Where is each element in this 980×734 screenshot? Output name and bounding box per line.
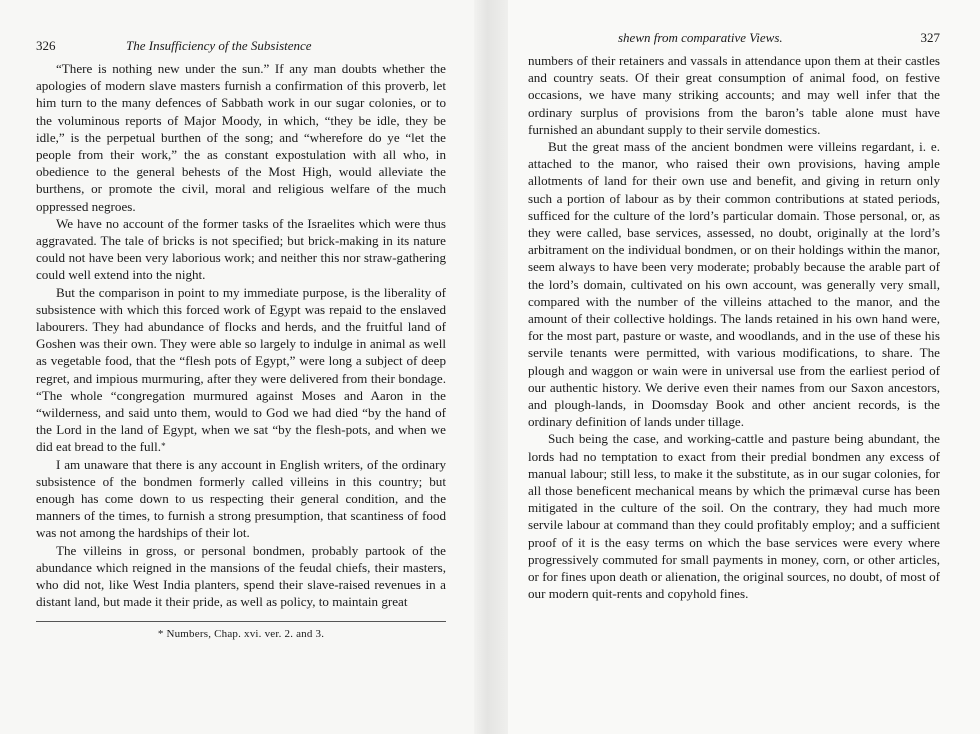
paragraph-text: But the comparison in point to my immediate purpose, is the liberality of subsistence with which this forced work of Egypt was repaid to the enslaved labourers. They had abundance of flocks and herds, and the fruitful land of Goshen was their own. They were able so largely to indulge in animal as well as vegetable food, that the “flesh pots of Egypt,” were long a subject of deep regret, and impious murmuring, after they were delivered from their bondage. “The whole “congregation murmured against Moses and Aaron in the “wilderness, and said unto them, would to God we had died “by the hand of the Lord in the land of Egypt, when we sat “by the flesh-pots, and when we did eat bread to the full.: [36, 284, 446, 455]
right-page: [508, 0, 980, 734]
book-gutter: [474, 0, 508, 734]
paragraph: We have no account of the former tasks of the Israelites which were thus aggravated. The tale of bricks is not specified; but brick-making in its nature could not have been very laborious work; and neither this nor straw-gathering could well extend into the night.: [36, 215, 446, 283]
paragraph: numbers of their retainers and vassals in attendance upon them at their castles and country seats. Of their great consumption of animal food, on festive occasions, we have many striking accounts; and may well infer that the ordinary surplus of provisions from the baron’s table alone must have furnished an abundant supply to their servile domestics.: [528, 53, 940, 137]
right-page-body: [528, 52, 940, 603]
left-running-title: The Insufficiency of the Subsistence: [126, 38, 312, 53]
right-running-title: shewn from comparative Views.: [618, 30, 783, 45]
footnote-marker: *: [161, 441, 166, 452]
paragraph: “There is nothing new under the sun.” If any man doubts whether the apologies of modern slave masters furnish a confirmation of this proverb, let him turn to the many defences of Sabbath work in our sugar colonies, or to the voluminous reports of Major Moody, in which, “they be idle, they be idle,” is the perpetual burthen of the song; and “wherefore do ye “let the people from their work,” the as constant expostulation with all who, in obedience to the general behests of the Most High, would alleviate the burthens, or promote the civil, moral and religious welfare of the much oppressed negroes.: [36, 61, 446, 214]
footnote: * Numbers, Chap. xvi. ver. 2. and 3.: [157, 627, 325, 640]
paragraph: I am unaware that there is any account in English writers, of the ordinary subsistence of the bondmen formerly called villeins in this country; but enough has come down to us respecting their general condition, and the manners of the times, to furnish a strong presumption, that scantiness of food was not among the hardships of their lot.: [36, 456, 446, 541]
right-page-header: [528, 30, 940, 52]
paragraph: The villeins in gross, or personal bondmen, probably partook of the abundance which reigned in the mansions of the feudal chiefs, their masters, who did not, like West India planters, spend their slave-raised revenues in a distant land, but made it their pride, as well as policy, to maintain great: [36, 542, 446, 610]
left-page: [0, 0, 474, 734]
left-page-header: [36, 38, 446, 60]
left-page-body: [36, 60, 446, 611]
paragraph: Such being the case, and working-cattle and pasture being abundant, the lords had no temptation to exact from their predial bondmen any excess of manual labour; still less, to make it the substitute, as in our sugar colonies, for all those beneficent mechanical means by which the primæval curse has been mitigated in the culture of the soil. On the contrary, they had much more servile labour at command than they could profitably employ; and a sufficient proof of it is the easy terms on which the base services were every where progressively commuted for small payments in money, corn, or other articles, or for fines upon death or alienation, the original sources, no doubt, of most of our modern quit-rents and copyhold fines.: [528, 431, 940, 602]
left-page-number: 326: [36, 38, 56, 53]
footnote-rule: [36, 621, 446, 622]
paragraph-with-note: [36, 284, 446, 456]
paragraph: But the great mass of the ancient bondmen were villeins regardant, i. e. attached to the manor, who raised their own provisions, having ample allotments of land for their own use and benefit, and giving in return only such a portion of labour as by their common contributions at stated periods, sufficed for the culture of the lord’s particular domain. Those personal, or, as they were called, base services, assessed, no doubt, originally at the lord’s arbitrament on the individual bondmen, or on their holdings within the manor, seem always to have been very moderate; probably because the arable part of the lord’s domain, cultivated on his own account, was generally very small, compared with the number of the villeins attached to the manor, and the amount of their collective holdings. The lands retained in his own hand were, for the most part, pasture or waste, and woodlands, and in the use of these his servile tenants were permitted, with various modifications, to share. The plough and waggon or wain were in universal use from the earliest period of our authentic history. We derive even their names from our Saxon ancestors, and plough-lands, in Doomsday Book and other ancient records, is the ordinary definition of lands under tillage.: [528, 139, 940, 430]
right-page-number: 327: [920, 30, 940, 45]
